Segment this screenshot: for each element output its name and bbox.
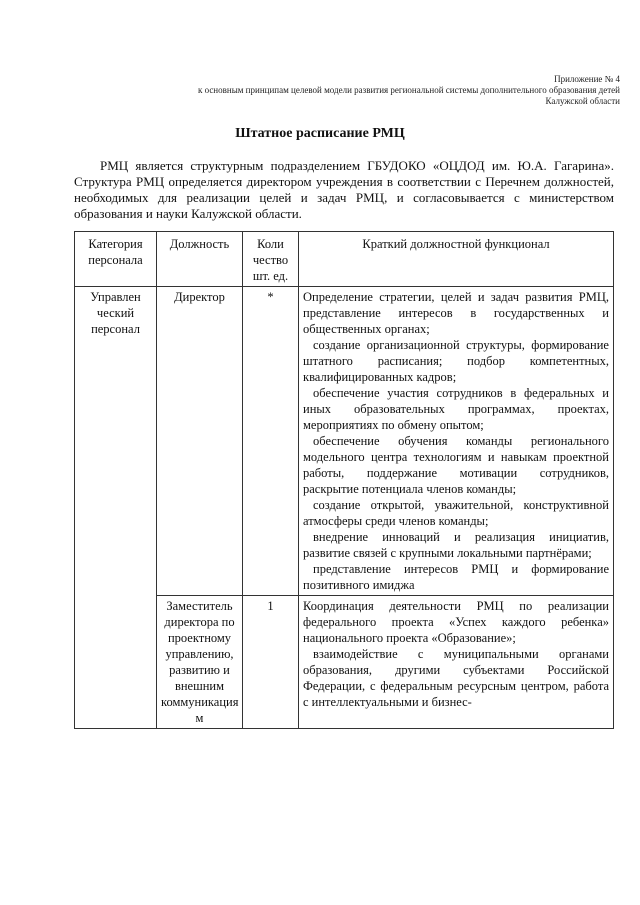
appendix-region: Калужской области — [545, 96, 620, 106]
function-item: взаимодействие с муниципальными органами образования, другими субъектами Российской Федерации, с федеральным ресурсным центром, работа с интеллектуальными и бизнес- — [303, 647, 609, 709]
document-title: Штатное расписание РМЦ — [235, 126, 405, 141]
header-functions: Краткий должностной функционал — [299, 232, 614, 287]
function-item: Координация деятельности РМЦ по реализации федерального проекта «Успех каждого ребенка» национального проекта «Образование»; — [303, 599, 609, 645]
function-item: обеспечение участия сотрудников в федеральных и иных образовательных программах, проектах, мероприятиях по обмену опытом; — [303, 386, 609, 432]
cell-category: Управлен ческий персонал — [75, 287, 157, 729]
intro-text: РМЦ является структурным подразделением ГБУДОКО «ОЦДОД им. Ю.А. Гагарина». Структура РМЦ определяется директором учреждения в соответствии с Перечнем должностей, необходимых для реализации целей и задач РМЦ, и согласовывается с министерством образования и науки Калужской области. — [74, 158, 614, 221]
header-count: Коли чество шт. ед. — [243, 232, 299, 287]
cell-count: * — [243, 287, 299, 596]
function-item: обеспечение обучения команды регионального модельного центра технологиям и навыкам проектной работы, поддержание мотивации сотрудников, раскрытие потенциала членов команды; — [303, 434, 609, 496]
function-item: создание открытой, уважительной, конструктивной атмосферы среди членов команды; — [303, 498, 609, 528]
function-item: создание организационной структуры, формирование штатного расписания; подбор компетентных, квалифицированных кадров; — [303, 338, 609, 384]
function-item: Определение стратегии, целей и задач развития РМЦ, представление интересов в государственных и общественных органах; — [303, 290, 609, 336]
table-row — [75, 287, 614, 596]
function-item: внедрение инноваций и реализация инициатив, развитие связей с крупными локальными партнёрами; — [303, 530, 609, 560]
cell-position: Заместитель директора по проектному управлению, развитию и внешним коммуникация м — [157, 596, 243, 729]
function-item: представление интересов РМЦ и формирование позитивного имиджа — [303, 562, 609, 592]
cell-functions — [299, 596, 614, 729]
cell-position: Директор — [157, 287, 243, 596]
document-header — [60, 74, 620, 107]
header-position: Должность — [157, 232, 243, 287]
intro-paragraph — [74, 158, 614, 222]
appendix-number: Приложение № 4 — [554, 74, 620, 84]
table-header-row — [75, 232, 614, 287]
appendix-reference: к основным принципам целевой модели развития региональной системы дополнительного образования детей — [197, 85, 620, 95]
cell-count: 1 — [243, 596, 299, 729]
staff-table — [74, 231, 614, 729]
header-category: Категория персонала — [75, 232, 157, 287]
cell-functions — [299, 287, 614, 596]
